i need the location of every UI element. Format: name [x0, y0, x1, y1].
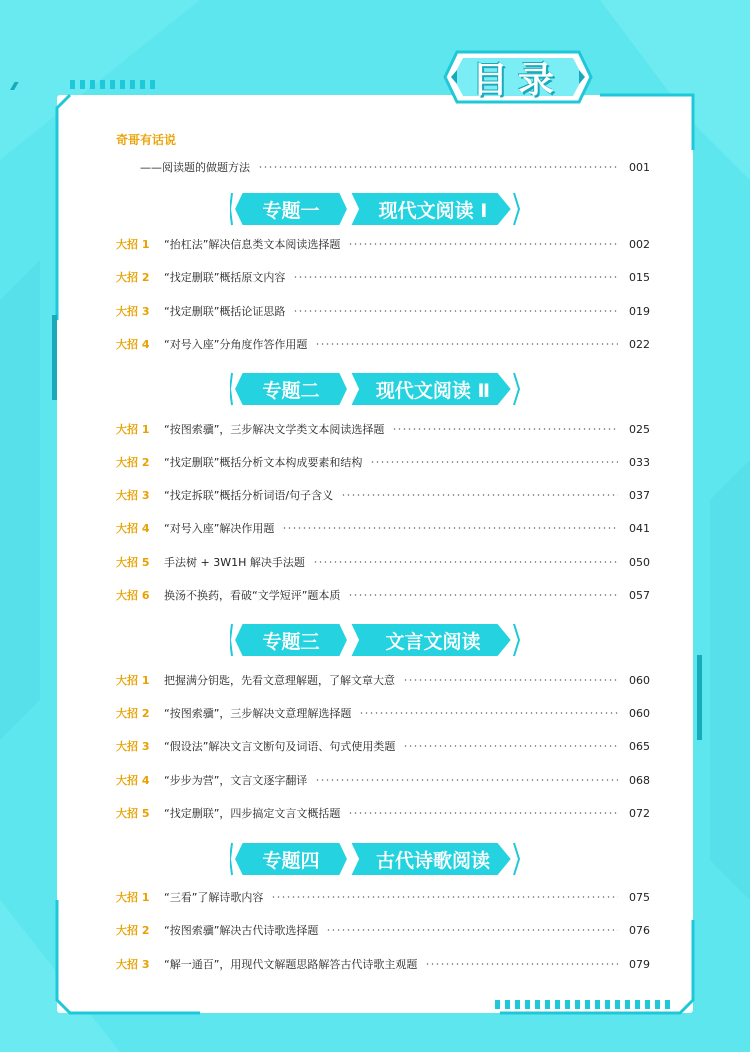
- dot-leader: [293, 310, 618, 313]
- entry-move: 大招 3: [116, 489, 150, 502]
- topic-name: 现代文阅读 Ⅰ: [378, 199, 488, 222]
- toc-entry[interactable]: [116, 335, 650, 353]
- entry-page: 025: [629, 422, 650, 436]
- entry-move: 大招 2: [116, 924, 150, 937]
- dot-leader: [341, 494, 618, 497]
- dot-leader: [348, 243, 618, 246]
- entry-page: 072: [629, 806, 650, 820]
- dot-leader: [348, 812, 618, 815]
- entry-page: 076: [629, 923, 650, 937]
- entry-page: 022: [629, 337, 650, 351]
- entry-title: “三看”了解诗歌内容: [164, 891, 264, 904]
- toc-entry[interactable]: [116, 302, 650, 320]
- intro-heading: 奇哥有话说: [116, 133, 177, 147]
- entry-page: 050: [629, 555, 650, 569]
- topic-label: 专题一: [262, 199, 320, 222]
- title-badge: [443, 48, 593, 106]
- toc-entry[interactable]: [116, 955, 650, 973]
- entry-page: 075: [629, 890, 650, 904]
- entry-title: “按图索骥”解决古代诗歌选择题: [164, 924, 319, 937]
- entry-move: 大招 6: [116, 589, 150, 602]
- toc-entry[interactable]: [116, 704, 650, 722]
- entry-page: 065: [629, 739, 650, 753]
- entry-title: 把握满分钥匙，先看文意理解题，了解文章大意: [164, 674, 395, 687]
- entry-page: 019: [629, 304, 650, 318]
- entry-title: “按图索骥”，三步解决文意理解选择题: [164, 707, 352, 720]
- topic-banner: [230, 189, 520, 229]
- dot-leader: [425, 963, 618, 966]
- entry-move: 大招 4: [116, 522, 150, 535]
- dot-leader: [282, 527, 618, 530]
- toc-entry[interactable]: [116, 921, 650, 939]
- dot-leader: [271, 896, 618, 899]
- dot-leader: [313, 561, 618, 564]
- dot-leader: [326, 929, 618, 932]
- entry-page: 079: [629, 957, 650, 971]
- entry-title: “假设法”解决文言文断句及词语、句式使用类题: [164, 740, 396, 753]
- entry-title: “对号入座”分角度作答作用题: [164, 338, 308, 351]
- toc-entry[interactable]: [116, 420, 650, 438]
- dot-leader: [293, 276, 618, 279]
- entry-page: 015: [629, 270, 650, 284]
- entry-move: 大招 2: [116, 707, 150, 720]
- entry-title: “找定拆联”概括分析词语/句子含义: [164, 489, 334, 502]
- topic-banner: [230, 620, 520, 660]
- dot-leader: [348, 594, 618, 597]
- entry-title: “对号入座”解决作用题: [164, 522, 275, 535]
- dot-leader: [370, 461, 618, 464]
- dot-leader: [392, 428, 618, 431]
- entry-move: 大招 5: [116, 807, 150, 820]
- dot-leader: [315, 779, 618, 782]
- entry-move: 大招 1: [116, 891, 150, 904]
- topic-name: 古代诗歌阅读: [375, 849, 490, 872]
- entry-page: 068: [629, 773, 650, 787]
- entry-title: 手法树 + 3W1H 解决手法题: [164, 556, 305, 569]
- entry-title: ——阅读题的做题方法: [140, 161, 250, 174]
- entry-move: 大招 1: [116, 238, 150, 251]
- entry-move: 大招 3: [116, 740, 150, 753]
- entry-title: “解一通百”，用现代文解题思路解答古代诗歌主观题: [164, 958, 418, 971]
- toc-entry[interactable]: [116, 519, 650, 537]
- entry-move: 大招 3: [116, 305, 150, 318]
- entry-page: 002: [629, 237, 650, 251]
- topic-name: 文言文阅读: [385, 630, 481, 653]
- toc-entry[interactable]: [116, 486, 650, 504]
- entry-move: 大招 2: [116, 271, 150, 284]
- topic-banner: [230, 839, 520, 879]
- entry-page: 041: [629, 521, 650, 535]
- intro-entry[interactable]: [140, 158, 650, 176]
- toc-entry[interactable]: [116, 453, 650, 471]
- entry-title: 换汤不换药，看破“文学短评”题本质: [164, 589, 341, 602]
- toc-entry[interactable]: [116, 737, 650, 755]
- entry-page: 033: [629, 455, 650, 469]
- entry-title: “找定删联”，四步搞定文言文概括题: [164, 807, 341, 820]
- toc-entry[interactable]: [116, 586, 650, 604]
- entry-page: 057: [629, 588, 650, 602]
- page-title: 目录: [471, 59, 564, 101]
- dot-leader: [359, 712, 618, 715]
- entry-title: “按图索骥”，三步解决文学类文本阅读选择题: [164, 423, 385, 436]
- topic-banner: [230, 369, 520, 409]
- entry-page: 037: [629, 488, 650, 502]
- entry-move: 大招 4: [116, 774, 150, 787]
- topic-label: 专题三: [262, 630, 320, 653]
- dot-leader: [403, 745, 618, 748]
- dot-leader: [315, 343, 618, 346]
- entry-page: 060: [629, 706, 650, 720]
- toc-entry[interactable]: [116, 553, 650, 571]
- entry-title: “步步为营”，文言文逐字翻译: [164, 774, 308, 787]
- entry-move: 大招 5: [116, 556, 150, 569]
- toc-entry[interactable]: [116, 268, 650, 286]
- topic-name: 现代文阅读 Ⅱ: [375, 379, 491, 402]
- toc-entry[interactable]: [116, 771, 650, 789]
- entry-move: 大招 3: [116, 958, 150, 971]
- topic-label: 专题二: [262, 379, 320, 402]
- dot-leader: [258, 166, 618, 169]
- entry-title: “抬杠法”解决信息类文本阅读选择题: [164, 238, 341, 251]
- topic-label: 专题四: [262, 849, 320, 872]
- entry-page: 060: [629, 673, 650, 687]
- entry-title: “找定删联”概括分析文本构成要素和结构: [164, 456, 363, 469]
- entry-move: 大招 2: [116, 456, 150, 469]
- entry-page: 001: [629, 160, 650, 174]
- toc-entry[interactable]: [116, 235, 650, 253]
- toc-entry[interactable]: [116, 888, 650, 906]
- dot-leader: [403, 679, 618, 682]
- entry-title: “找定删联”概括论证思路: [164, 305, 286, 318]
- entry-move: 大招 1: [116, 674, 150, 687]
- toc-entry[interactable]: [116, 671, 650, 689]
- entry-title: “找定删联”概括原文内容: [164, 271, 286, 284]
- entry-move: 大招 1: [116, 423, 150, 436]
- entry-move: 大招 4: [116, 338, 150, 351]
- toc-entry[interactable]: [116, 804, 650, 822]
